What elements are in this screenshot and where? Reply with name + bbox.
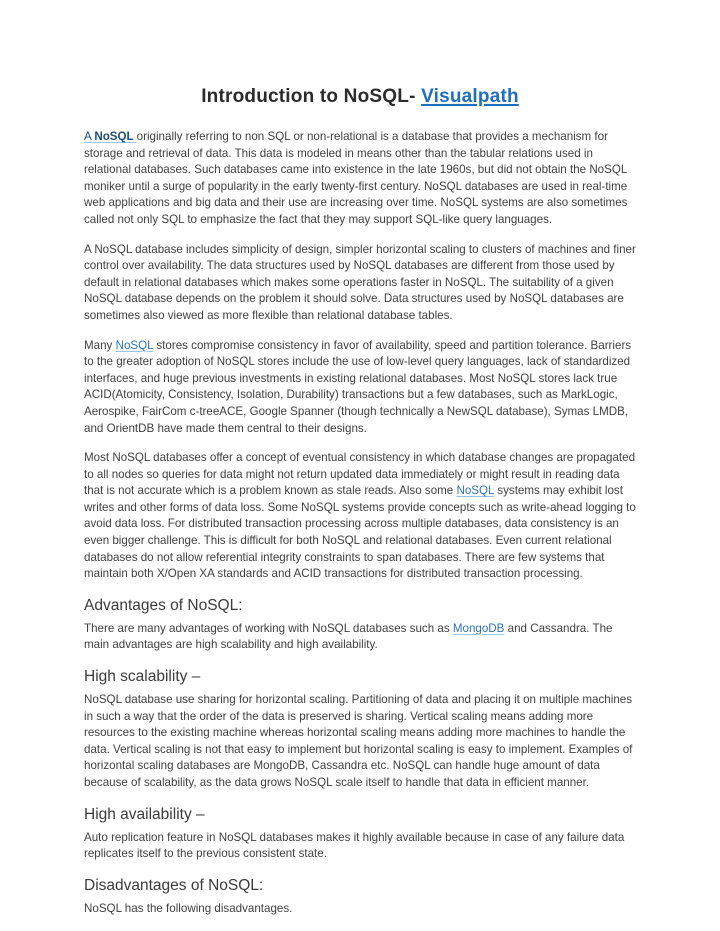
disadvantages-paragraph: NoSQL has the following disadvantages. [84,901,293,915]
consistency-paragraph-post: stores compromise consistency in favor of availability, speed and partition tolerance. Barriers to the greater adoption of NoSQL stores include the use of low-level query languages, lack of standardized interfaces, and huge previous investments in existing relational databases. Most NoSQL stores lack true ACID(Atomicity, Consistency, Isolation, Durability) transactions but a few databases, such as MarkLogic, Aerospike, FairCom c-treeACE, Google Spanner (though technically a NewSQL database), Symas LMDB, and OrientDB have made them central to their designs. [84,338,632,435]
high-availability-heading: High availability – [84,805,205,823]
a-nosql-link-plain-part[interactable]: A [84,130,95,143]
design-paragraph-text: A NoSQL database includes simplicity of design, simpler horizontal scaling to clusters of machines and finer control over availability. The data structures used by NoSQL databases are different from those used by default in relational databases which makes some operations faster in NoSQL. The suitability of a given NoSQL database depends on the problem it should solve. Data structures used by NoSQL databases are sometimes also viewed as more flexible than relational database tables. [84,242,636,322]
disadvantages-heading: Disadvantages of NoSQL: [84,876,264,894]
consistency-paragraph [84,338,636,438]
nosql-link-2[interactable]: NoSQL [456,484,495,498]
advantages-heading: Advantages of NoSQL: [84,596,243,614]
page-title [84,86,636,108]
mongodb-link[interactable]: MongoDB [452,621,505,635]
high-scalability-paragraph: NoSQL database use sharing for horizontal scaling. Partitioning of data and placing it on multiple machines in such a way that the order of the data is preserved is sharing. Vertical scaling means adding more resources to the existing machine whereas horizontal scaling means adding more machines to handle the data. Vertical scaling is not that easy to implement but horizontal scaling is easy to implement. Examples of horizontal scaling databases are MongoDB, Cassandra etc. NoSQL can handle huge amount of data because of scalability, as the data grows NoSQL scale itself to handle that data in efficient manner. [84,693,633,789]
eventual-consistency-paragraph-post: systems may exhibit lost writes and other forms of data loss. Some NoSQL systems provide concepts such as write-ahead logging to avoid data loss. For distributed transaction processing across multiple databases, data consistency is an even bigger challenge. This is difficult for both NoSQL and relational databases. Even current relational databases do not allow referential integrity constraints to span databases. There are few systems that maintain both X/Open XA standards and ACID transactions for distributed transaction processing. [84,484,636,581]
high-availability-paragraph: Auto replication feature in NoSQL databases makes it highly available because in case of any failure data replicates itself to the previous consistent state. [84,830,625,861]
visualpath-link[interactable]: Visualpath [421,86,519,107]
intro-paragraph-text: originally referring to non SQL or non-relational is a database that provides a mechanism for storage and retrieval of data. This data is modeled in means other than the tabular relations used in relational databases. Such databases came into existence in the late 1960s, but did not obtain the NoSQL moniker until a surge of popularity in the early twenty-first century. NoSQL databases are used in real-time web applications and big data and their use are increasing over time. NoSQL systems are also sometimes called not only SQL to emphasize the fact that they may support SQL-like query languages. [84,130,628,226]
design-paragraph [84,242,636,325]
intro-paragraph [84,129,636,229]
advantages-paragraph-post: and Cassandra. The main advantages are high scalability and high availability. [84,621,613,652]
page-title-text: Introduction to NoSQL- [201,86,422,107]
consistency-paragraph-pre: Many [84,338,116,352]
eventual-consistency-paragraph [84,450,636,583]
nosql-link-1[interactable]: NoSQL [115,338,154,352]
advantages-paragraph-pre: There are many advantages of working with NoSQL databases such as [84,621,453,635]
a-nosql-link-bold-part[interactable]: NoSQL [94,130,137,143]
high-scalability-heading: High scalability – [84,668,201,686]
eventual-consistency-paragraph-pre: Most NoSQL databases offer a concept of eventual consistency in which database changes are propagated to all nodes so queries for data might not return updated data immediately or might result in reading data that is not accurate which is a problem known as stale reads. Also some [84,451,636,498]
advantages-paragraph [84,621,636,654]
